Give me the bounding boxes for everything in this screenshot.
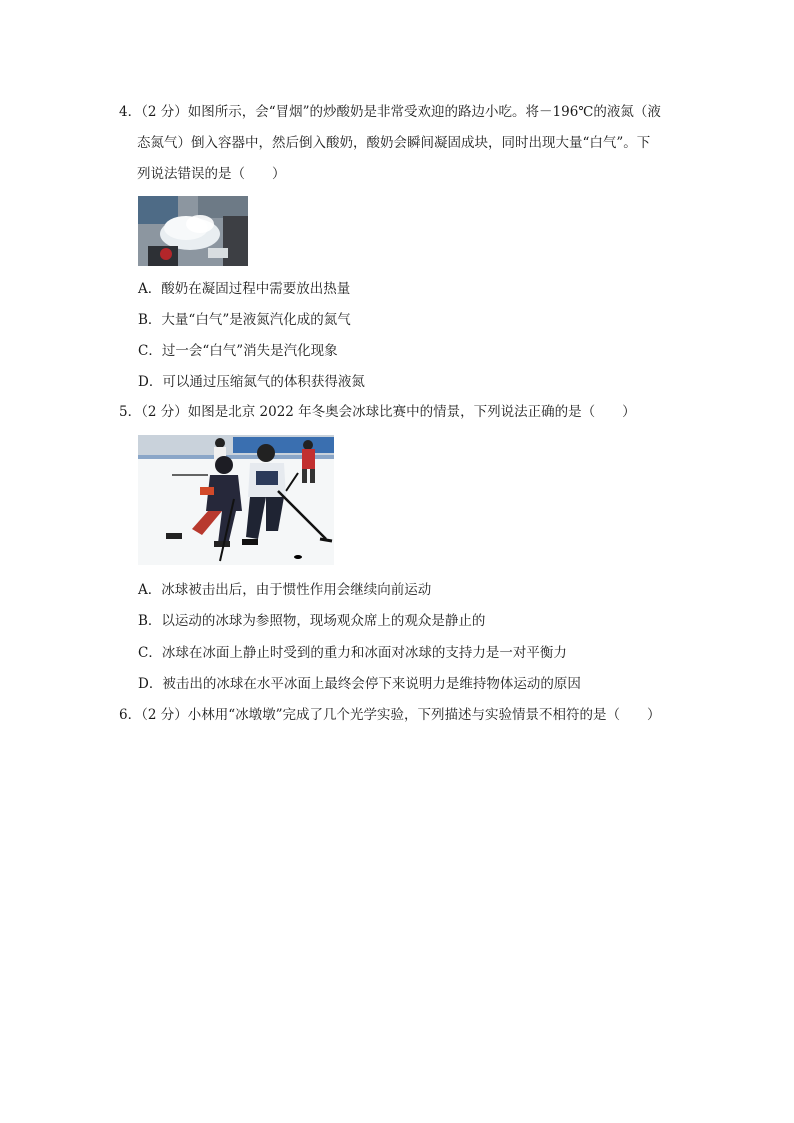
question-5: [119, 397, 679, 428]
fried-yogurt-photo: [138, 196, 248, 266]
question-4-option-b: B．大量“白气”是液氮汽化成的氮气: [138, 312, 351, 328]
question-6: [119, 700, 679, 731]
question-stem: 小林用“冰墩墩”完成了几个光学实验，下列描述与实验情景不相符的是（ ）: [187, 707, 661, 723]
question-5-option-a: A．冰球被击出后，由于惯性作用会继续向前运动: [138, 582, 432, 598]
question-score: （2 分）: [141, 404, 188, 420]
question-score: （2 分）: [141, 104, 188, 120]
question-5-option-c: C．冰球在冰面上静止时受到的重力和冰面对冰球的支持力是一对平衡力: [138, 645, 567, 661]
question-5-stem-line1: [119, 397, 679, 428]
question-4-option-a: A．酸奶在凝固过程中需要放出热量: [138, 281, 351, 297]
question-number: 4．: [119, 104, 142, 120]
question-number: 6．: [119, 707, 142, 723]
question-number: 5．: [119, 404, 142, 420]
question-4-stem-line2: 态氮气）倒入容器中，然后倒入酸奶，酸奶会瞬间凝固成块，同时出现大量“白气”。下: [137, 135, 651, 151]
question-4-stem-line3: 列说法错误的是（ ）: [137, 166, 286, 182]
question-4-stem-line1: [119, 97, 679, 128]
question-score: （2 分）: [141, 707, 188, 723]
question-6-stem-line1: [119, 700, 679, 731]
question-stem: 如图所示，会“冒烟”的炒酸奶是非常受欢迎的路边小吃。将－196℃的液氮（液: [187, 104, 661, 120]
question-stem: 如图是北京 2022 年冬奥会冰球比赛中的情景，下列说法正确的是（ ）: [187, 404, 636, 420]
question-4: [119, 97, 679, 190]
ice-hockey-photo: [138, 435, 334, 565]
question-5-option-b: B．以运动的冰球为参照物，现场观众席上的观众是静止的: [138, 613, 486, 629]
question-4-option-c: C．过一会“白气”消失是汽化现象: [138, 343, 338, 359]
question-5-option-d: D．被击出的冰球在水平冰面上最终会停下来说明力是维持物体运动的原因: [138, 676, 581, 692]
question-4-option-d: D．可以通过压缩氮气的体积获得液氮: [138, 374, 365, 390]
